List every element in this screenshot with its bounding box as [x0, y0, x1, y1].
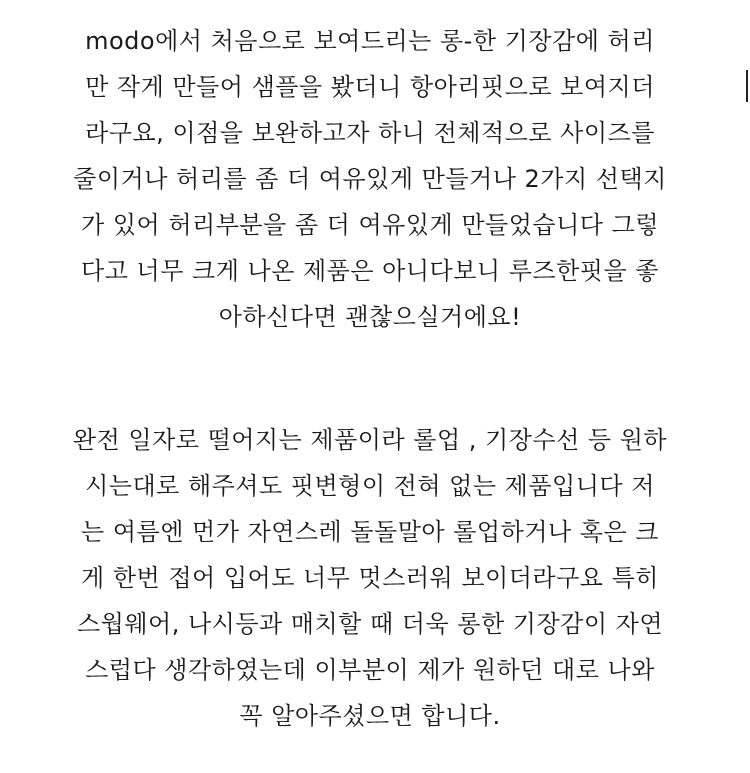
text-line: 가 있어 허리부분을 좀 더 여유있게 만들었습니다 그렇 [81, 211, 659, 239]
text-line: 아하신다면 괜찮으실거에요! [218, 303, 522, 331]
text-line: 꼭 알아주셨으면 합니다. [239, 702, 501, 730]
paragraph-1 [40, 18, 700, 340]
text-line: 는 여름엔 먼가 자연스레 돌돌말아 롤업하거나 혹은 크 [81, 518, 659, 546]
text-line: 줄이거나 허리를 좀 더 여유있게 만들거나 2가지 선택지 [73, 165, 667, 193]
text-line: 스웝웨어, 나시등과 매치할 때 더욱 롱한 기장감이 자연 [76, 610, 664, 638]
paragraph-2 [40, 417, 700, 739]
edge-divider [746, 70, 748, 102]
text-line: 완전 일자로 떨어지는 제품이라 롤업 , 기장수선 등 원하 [72, 426, 668, 454]
text-line: 라구요, 이점을 보완하고자 하니 전체적으로 사이즈를 [85, 119, 655, 147]
text-line: 게 한번 접어 입어도 너무 멋스러워 보이더라구요 특히 [81, 564, 659, 592]
text-line: 시는대로 해주셔도 핏변형이 전혀 없는 제품입니다 저 [85, 472, 655, 500]
text-line: 다고 너무 크게 나온 제품은 아니다보니 루즈한핏을 좋 [81, 257, 659, 285]
text-line: 만 작게 만들어 샘플을 봤더니 항아리핏으로 보여지더 [85, 73, 655, 101]
text-line: modo에서 처음으로 보여드리는 롱-한 기장감에 허리 [85, 27, 655, 55]
text-line: 스럽다 생각하였는데 이부분이 제가 원하던 대로 나와 [85, 656, 655, 684]
